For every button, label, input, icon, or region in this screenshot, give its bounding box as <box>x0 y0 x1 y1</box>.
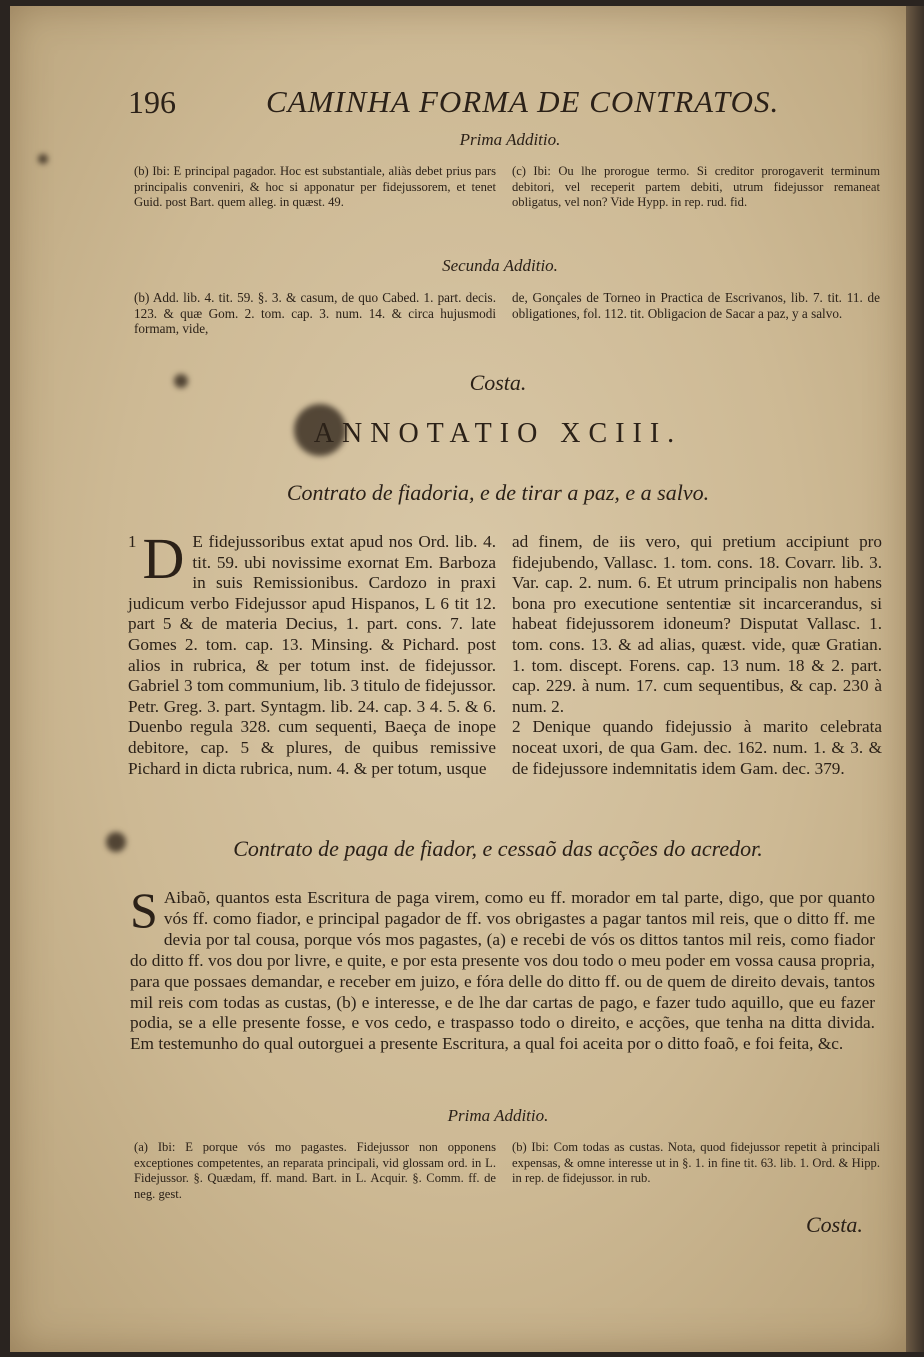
drop-cap: D <box>142 526 185 591</box>
addition-heading: Prima Additio. <box>459 130 561 149</box>
book-page <box>10 6 906 1352</box>
note-left: (b) Ibi: E principal pagador. Hoc est substantiale, aliàs debet prius pars principalis conveniri, & hoc si apponatur per fidejussorem, et tenet Guid. post Bart. quem alleg. in quæst. 49. <box>134 164 496 209</box>
annotatio-heading: ANNOTATIO XCIII. <box>313 418 683 449</box>
running-title: CAMINHA FORMA DE CONTRATOS. <box>266 84 780 119</box>
page-header <box>128 84 788 124</box>
paragraph-text: ad finem, de iis vero, qui pretium accipiunt pro fidejubendo, Vallasc. 1. tom. cons. 18. Covarr. lib. 3. Var. cap. 2. num. 6. Et utrum principalis non habens bona pro executione sententiæ sit incarcerandus, si habeat fidejussorem idoneum? Disputat Vallasc. 1. tom. cons. 13. & ad alias, quæst. vide, quæ Gratian. 1. tom. discept. Forens. cap. 13 num. 18 & 2. part. cap. 229. à num. 17. cum sequentibus, & cap. 230 à num. 2. <box>512 532 882 716</box>
paragraph-number: 1 <box>128 532 137 551</box>
section-title: Contrato de fiadoria, e de tirar a paz, e a salvo. <box>286 480 710 505</box>
page-number: 196 <box>128 84 176 120</box>
paragraph-number: 2 <box>512 717 521 737</box>
note-left: (a) Ibi: E porque vós mo pagastes. Fidejussor non opponens exceptiones competentes, an reparata principali, vid glossam ord. in L. Fidejussor. §. Quædam, ff. mand. Bart. in L. Acquir. §. Comm. ff. de neg. gest. <box>134 1140 496 1201</box>
deed-text <box>130 882 875 1055</box>
addition-heading: Prima Additio. <box>447 1106 549 1125</box>
ink-stain <box>38 154 48 164</box>
book-edge <box>906 6 924 1352</box>
section-title: Contrato de paga de fiador, e cessaõ das acções do acredor. <box>233 836 763 861</box>
note-right: de, Gonçales de Torneo in Practica de Escrivanos, lib. 7. tit. 11. de obligationes, fol. 112. tit. Obligacion de Sacar a paz, y a salvo. <box>512 290 880 321</box>
addition-heading: Secunda Additio. <box>442 256 558 275</box>
paragraph-text: E fidejussoribus extat apud nos Ord. lib. 4. tit. 59. ubi novissime exornat Em. Barboza in suis Remissionibus. Cardozo in praxi judicum verbo Fidejussor apud Hispanos, L 6 tit 12. part 5 & de materia Decius, 1. part. cons. 7. late Gomes 2. tom. cap. 13. Minsing. & Pichard. post alios in rubrica, & per totum inst. de fidejussor. Gabriel 3 tom communium, lib. 3 titulo de fidejussor. Petr. Greg. 3. part. Syntagm. lib. 24. cap. 3 4. 5. & 6. Duenbo regula 328. cum sequenti, Baeça de inope debitore, cap. 5 & plures, de quibus remissive Pichard in dicta rubrica, num. 4. & per totum, usque <box>128 532 496 778</box>
drop-cap: S <box>130 882 158 938</box>
paragraph-text: Aibaõ, quantos esta Escritura de paga virem, como eu ff. morador em tal parte, digo, que por quanto vós ff. como fiador, e principal pagador de ff. vos obrigastes a pagar tantos mil reis, que o ditto ff. me devia por tal cousa, porque vós mos pagastes, (a) e recebi de vós os dittos tantos mil reis, como fiador do ditto ff. vos dou por livre, e quite, e por esta presente vos dou todo o meu poder em vossa causa propria, para que possaes demandar, e receber em juizo, e fóra delle do ditto ff. ou de quem de direito devais, tantos mil reis com todas as custas, (b) e interesse, e de lhe dar cartas de pago, e fazer tudo aquillo, que eu fazer podia, se a elle presente fosse, e vos cedo, e traspasso todo o direito, e acções, que tenha na ditta divida. Em testemunho do qual outorguei a presente Escritura, a qual foi aceita por o ditto foaõ, e foi feita, &c. <box>130 888 875 1054</box>
paragraph-text: Denique quando fidejussio à marito celebrata noceat uxori, de qua Gam. dec. 162. num. 1. & 3. & de fidejussore indemnitatis idem Gam. dec. 379. <box>512 717 882 778</box>
costa-signature: Costa. <box>469 370 527 395</box>
costa-signature: Costa. <box>806 1212 863 1237</box>
note-left: (b) Add. lib. 4. tit. 59. §. 3. & casum, de quo Cabed. 1. part. decis. 123. & quæ Gom. 2. tom. cap. 3. num. 14. & circa hujusmodi formam, vide, <box>134 290 496 336</box>
section-left-column <box>128 526 496 779</box>
note-right: (b) Ibi: Com todas as custas. Nota, quod fidejussor repetit à principali expensas, & omne interesse ut in §. 1. in fine tit. 63. lib. 1. Ord. & Hipp. in rep. de fidejussor. in rub. <box>512 1140 880 1185</box>
note-right: (c) Ibi: Ou lhe prorogue termo. Si creditor prorogaverit terminum debitori, vel receperit partem debiti, utrum fidejussor remaneat obligatus, vel non? Vide Hypp. in rep. rud. fid. <box>512 164 880 209</box>
section-right-column <box>512 532 882 779</box>
